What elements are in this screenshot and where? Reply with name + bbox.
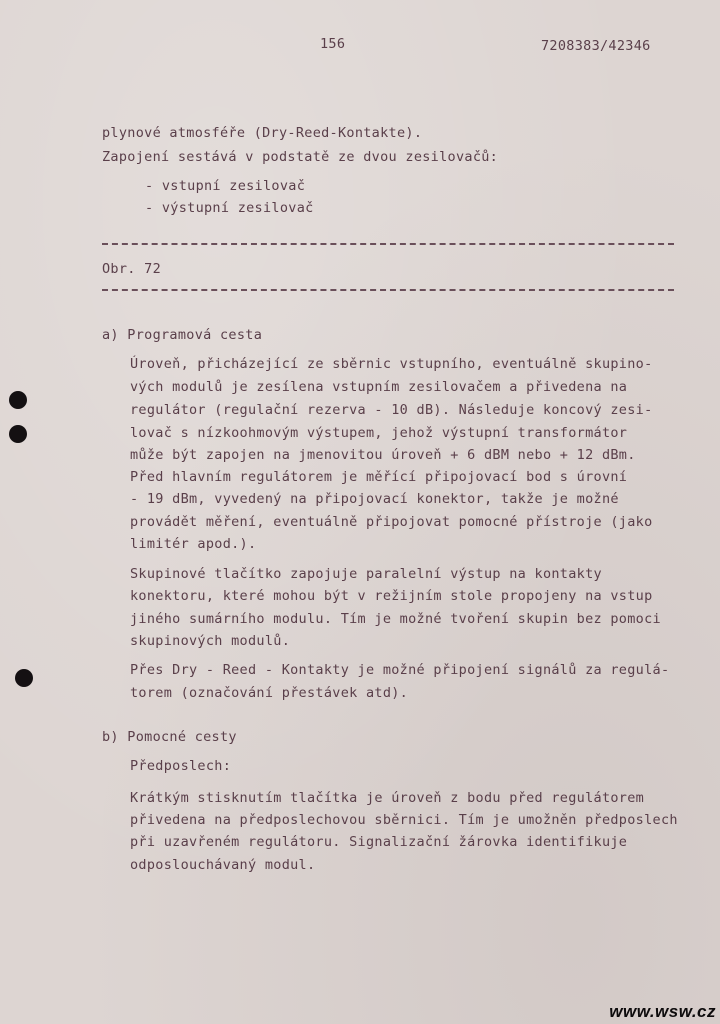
- paragraph-line: konektoru, které mohou být v režijním stole propojeny na vstup: [130, 588, 653, 604]
- intro-line: Zapojení sestává v podstatě ze dvou zesilovačů:: [102, 149, 499, 165]
- paragraph-line: Skupinové tlačítko zapojuje paralelní výstup na kontakty: [130, 566, 602, 582]
- figure-label: Obr. 72: [102, 261, 161, 277]
- paragraph-line: odposlouchávaný modul.: [130, 857, 316, 873]
- dashed-divider: [102, 289, 674, 291]
- paragraph-line: přivedena na předposlechovou sběrnici. Tím je umožněn předposlech: [130, 812, 678, 828]
- section-b-heading: b) Pomocné cesty: [102, 729, 237, 745]
- paragraph-line: vých modulů je zesílena vstupním zesilovačem a přivedena na: [130, 379, 628, 395]
- document-id: 7208383/42346: [541, 38, 651, 54]
- punch-hole: [9, 391, 27, 409]
- page-number: 156: [320, 36, 346, 52]
- paragraph-line: limitér apod.).: [130, 536, 257, 552]
- punch-hole: [15, 669, 33, 687]
- list-item: - výstupní zesilovač: [145, 200, 314, 216]
- paragraph-line: provádět měření, eventuálně připojovat pomocné přístroje (jako: [130, 514, 653, 530]
- intro-line: plynové atmosféře (Dry-Reed-Kontakte).: [102, 125, 423, 141]
- paragraph-line: - 19 dBm, vyvedený na připojovací konektor, takže je možné: [130, 491, 619, 507]
- paragraph-line: Přes Dry - Reed - Kontakty je možné připojení signálů za regulá-: [130, 662, 670, 678]
- paragraph-line: lovač s nízkoohmovým výstupem, jehož výstupní transformátor: [130, 425, 628, 441]
- watermark: www.wsw.cz: [609, 1002, 716, 1021]
- paragraph-line: regulátor (regulační rezerva - 10 dB). Následuje koncový zesi-: [130, 402, 653, 418]
- dashed-divider: [102, 243, 674, 245]
- paragraph-line: Krátkým stisknutím tlačítka je úroveň z bodu před regulátorem: [130, 790, 645, 806]
- punch-hole: [9, 425, 27, 443]
- list-item: - vstupní zesilovač: [145, 178, 306, 194]
- paragraph-line: může být zapojen na jmenovitou úroveň + 6 dBM nebo + 12 dBm.: [130, 447, 636, 463]
- paragraph-line: Před hlavním regulátorem je měřící připojovací bod s úrovní: [130, 469, 628, 485]
- paragraph-line: jiného sumárního modulu. Tím je možné tvoření skupin bez pomoci: [130, 611, 661, 627]
- paragraph-line: skupinových modulů.: [130, 633, 291, 649]
- paragraph-line: při uzavřeném regulátoru. Signalizační žárovka identifikuje: [130, 834, 628, 850]
- paragraph-line: Úroveň, přicházející ze sběrnic vstupního, eventuálně skupino-: [130, 356, 653, 372]
- subheading: Předposlech:: [130, 758, 232, 774]
- paragraph-line: torem (označování přestávek atd).: [130, 685, 409, 701]
- section-a-heading: a) Programová cesta: [102, 327, 263, 343]
